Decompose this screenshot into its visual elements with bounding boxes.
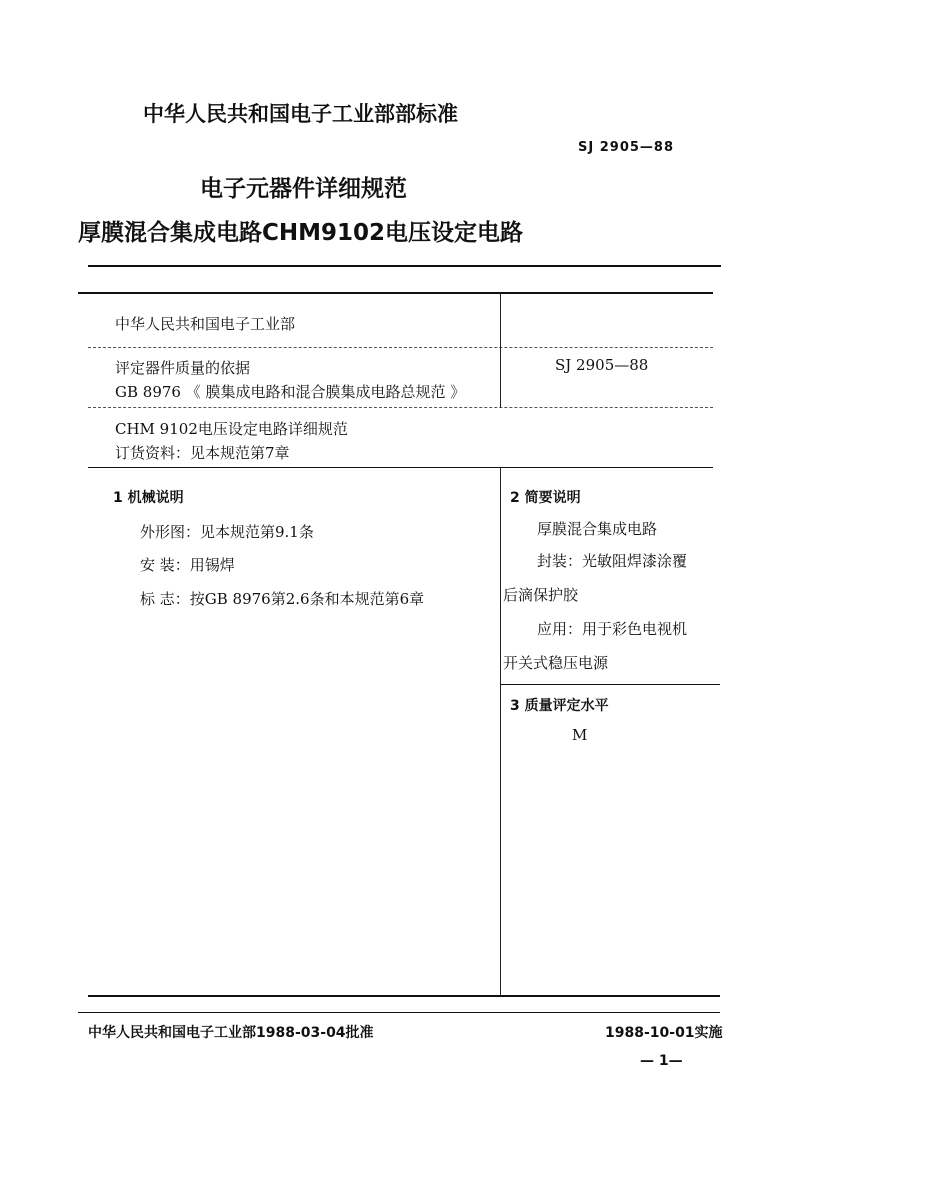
approval-line: 中华人民共和国电子工业部1988-03-04批准 bbox=[88, 1025, 374, 1041]
implementation-date: 1988-10-01实施 bbox=[605, 1025, 723, 1041]
quality-basis-value: GB 8976 《 膜集成电路和混合膜集成电路总规范 》 bbox=[115, 383, 466, 401]
issuing-authority-header: 中华人民共和国电子工业部部标准 bbox=[143, 102, 458, 126]
order-info: 订货资料：见本规范第7章 bbox=[115, 444, 290, 462]
footer-rule-bottom bbox=[78, 1012, 720, 1013]
mounting-info: 安 装：用锡焊 bbox=[140, 556, 235, 574]
brief-description-line3: 后滴保护胶 bbox=[503, 586, 579, 604]
title-rule-top bbox=[88, 265, 721, 267]
brief-description-line4: 应用：用于彩色电视机 bbox=[537, 620, 688, 638]
info-divider-1 bbox=[88, 347, 713, 348]
outline-drawing-info: 外形图：见本规范第9.1条 bbox=[140, 523, 314, 541]
page-number: — 1— bbox=[640, 1053, 683, 1069]
brief-description-line5: 开关式稳压电源 bbox=[503, 654, 609, 672]
section-2-title: 2 简要说明 bbox=[510, 490, 581, 506]
quality-basis-label: 评定器件质量的依据 bbox=[115, 359, 251, 377]
issuer-name: 中华人民共和国电子工业部 bbox=[115, 315, 296, 333]
section-2-3-divider bbox=[501, 684, 720, 685]
brief-description-line2: 封装：光敏阻焊漆涂覆 bbox=[537, 552, 688, 570]
title-rule-bottom bbox=[78, 292, 713, 294]
section-3-title: 3 质量评定水平 bbox=[510, 698, 609, 714]
document-title-line1: 电子元器件详细规范 bbox=[200, 176, 407, 202]
document-title-line2: 厚膜混合集成电路CHM9102电压设定电路 bbox=[78, 220, 524, 246]
standard-number: SJ 2905—88 bbox=[578, 140, 674, 155]
marking-info: 标 志：按GB 8976第2.6条和本规范第6章 bbox=[140, 590, 425, 608]
quality-level-value: M bbox=[572, 726, 588, 744]
brief-description-line1: 厚膜混合集成电路 bbox=[537, 520, 658, 538]
section-1-title: 1 机械说明 bbox=[113, 490, 184, 506]
info-box-bottom-rule bbox=[88, 467, 713, 468]
footer-rule-top bbox=[88, 995, 720, 997]
info-box-column-divider bbox=[500, 293, 501, 408]
info-divider-2 bbox=[88, 407, 713, 408]
spec-name: CHM 9102电压设定电路详细规范 bbox=[115, 420, 348, 438]
main-column-divider bbox=[500, 467, 501, 995]
standard-code: SJ 2905—88 bbox=[555, 356, 649, 374]
